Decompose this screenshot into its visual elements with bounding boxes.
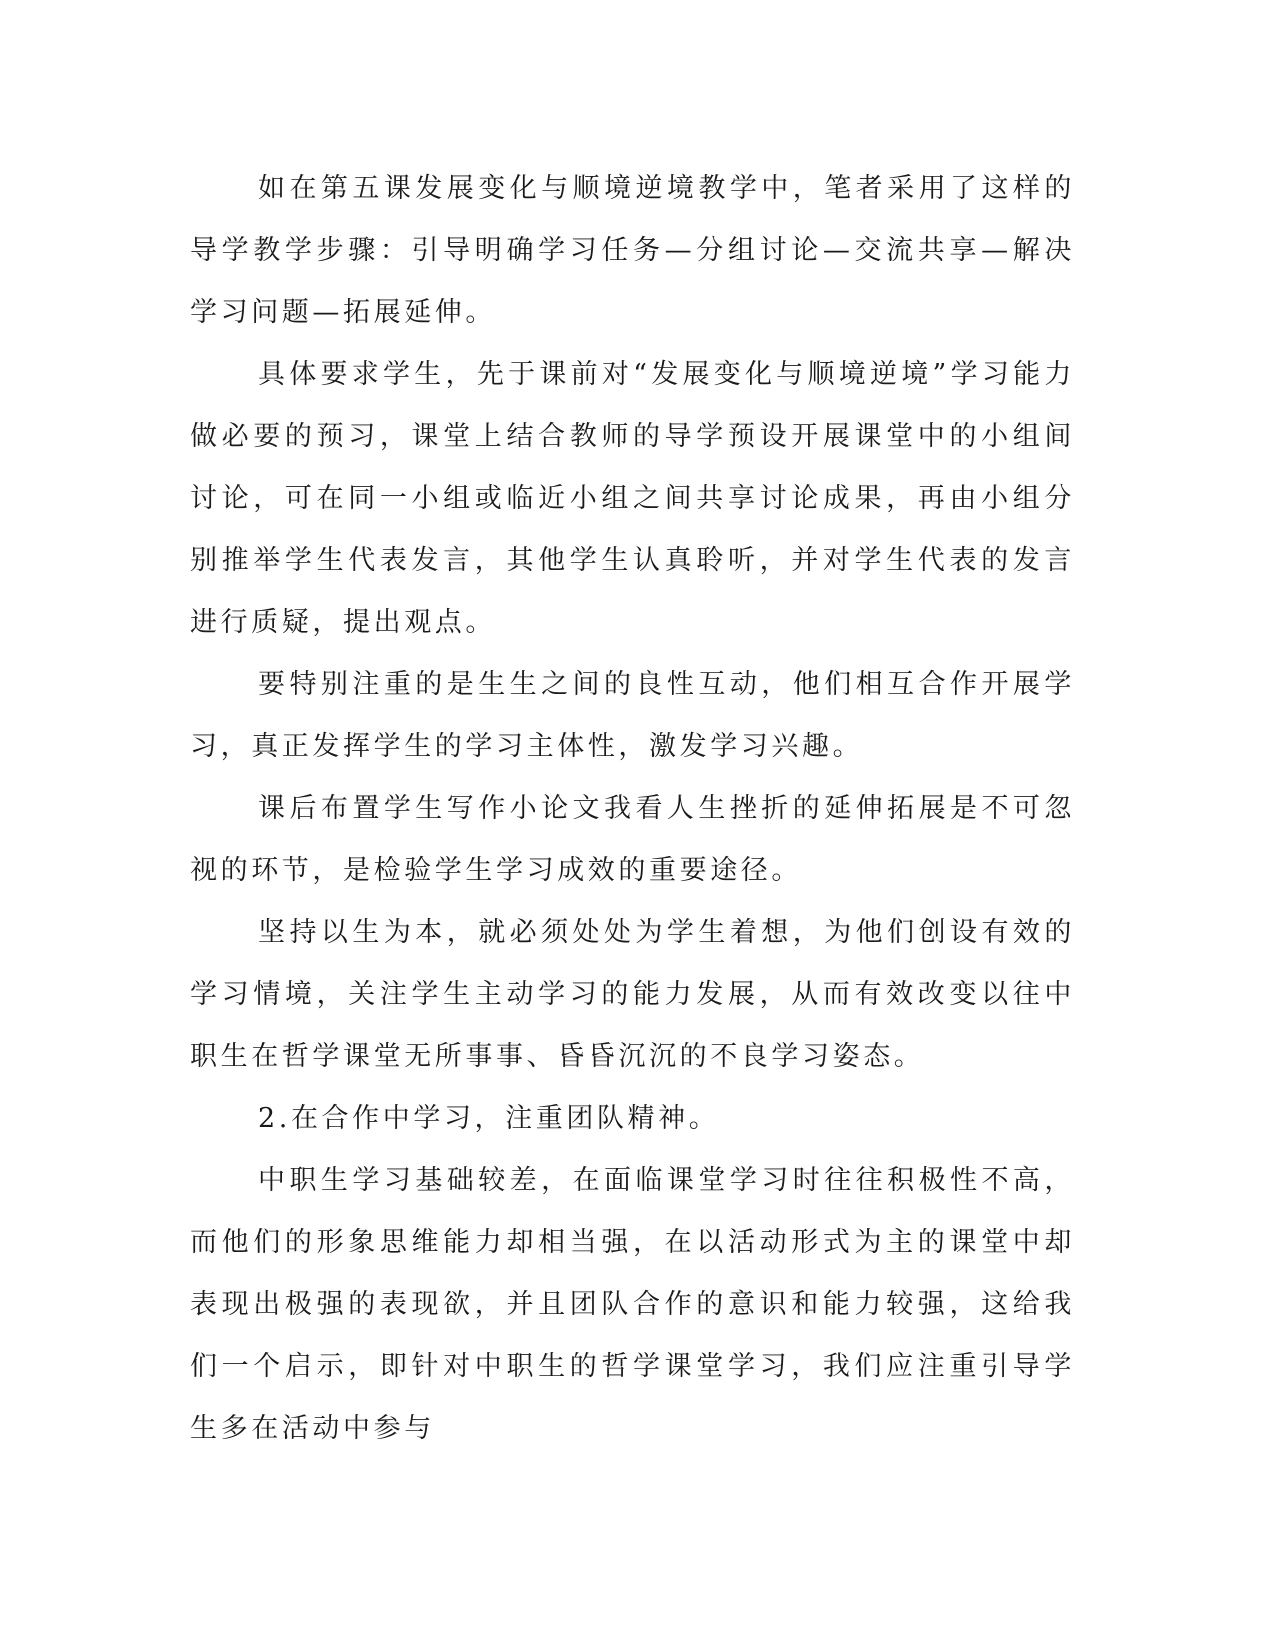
paragraph-4: 课后布置学生写作小论文我看人生挫折的延伸拓展是不可忽视的环节，是检验学生学习成效的重要途径。 [190,793,1075,886]
body-text [190,158,1075,1460]
paragraph-7: 中职生学习基础较差，在面临课堂学习时往往积极性不高，而他们的形象思维能力却相当强，在以活动形式为主的课堂中却表现出极强的表现欲，并且团队合作的意识和能力较强，这给我们一个启示，即针对中职生的哲学课堂学习，我们应注重引导学生多在活动中参与 [190,1165,1075,1444]
paragraph-2: 具体要求学生，先于课前对“发展变化与顺境逆境”学习能力做必要的预习，课堂上结合教师的导学预设开展课堂中的小组间讨论，可在同一小组或临近小组之间共享讨论成果，再由小组分别推举学生代表发言，其他学生认真聆听，并对学生代表的发言进行质疑，提出观点。 [190,359,1075,638]
paragraph-1: 如在第五课发展变化与顺境逆境教学中，笔者采用了这样的导学教学步骤：引导明确学习任务—分组讨论—交流共享—解决学习问题—拓展延伸。 [190,173,1075,328]
paragraph-5: 坚持以生为本，就必须处处为学生着想，为他们创设有效的学习情境，关注学生主动学习的能力发展，从而有效改变以往中职生在哲学课堂无所事事、昏昏沉沉的不良学习姿态。 [190,917,1075,1072]
paragraph-3: 要特别注重的是生生之间的良性互动，他们相互合作开展学习，真正发挥学生的学习主体性，激发学习兴趣。 [190,669,1075,762]
section-heading: 2.在合作中学习，注重团队精神。 [258,1103,720,1134]
